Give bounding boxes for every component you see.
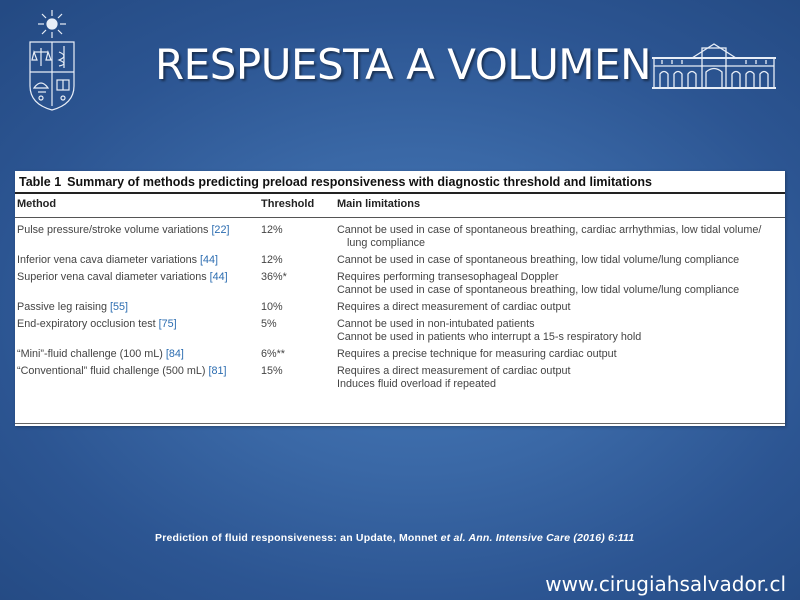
limitation-line: Cannot be used in case of spontaneous breathing, low tidal volume/lung compliance xyxy=(337,284,740,296)
table-row xyxy=(15,363,785,393)
method-name: End-expiratory occlusion test xyxy=(17,318,156,330)
limitation-line: Cannot be used in non-intubated patients xyxy=(337,318,535,330)
table-row xyxy=(15,252,785,269)
cell-limitations xyxy=(335,269,785,299)
cell-threshold: 10% xyxy=(261,301,283,313)
cell-threshold: 6%** xyxy=(261,348,286,360)
method-name: Superior vena caval diameter variations xyxy=(17,271,207,283)
table-header-row xyxy=(15,194,785,218)
citation-prefix: Prediction of fluid responsiveness: an Update, Monnet xyxy=(155,532,441,544)
table-bottom-rule xyxy=(15,423,785,424)
table-row xyxy=(15,346,785,363)
limitation-line: lung compliance xyxy=(347,237,426,249)
cell-method xyxy=(15,269,259,299)
slide-title: RESPUESTA A VOLUMEN xyxy=(155,40,651,89)
table-row xyxy=(15,316,785,346)
cell-threshold: 12% xyxy=(261,224,283,236)
source-citation xyxy=(155,532,634,544)
citation-etal: et al. Ann. Intensive Care (2016) 6:111 xyxy=(440,532,635,544)
cell-limitations xyxy=(335,316,785,346)
table-row xyxy=(15,299,785,316)
footer-url: www.cirugiahsalvador.cl xyxy=(545,572,786,596)
table-row xyxy=(15,269,785,299)
header-threshold: Threshold xyxy=(259,194,335,218)
method-name: Pulse pressure/stroke volume variations xyxy=(17,224,209,236)
header-limitations: Main limitations xyxy=(335,194,785,218)
cell-method xyxy=(15,316,259,346)
table-caption-text: Summary of methods predicting preload responsiveness with diagnostic threshold and limitations xyxy=(67,175,652,189)
method-name: “Conventional” fluid challenge (500 mL) xyxy=(17,365,206,377)
limitation-line: Cannot be used in case of spontaneous breathing, cardiac arrhythmias, low tidal volume/ xyxy=(337,224,762,236)
method-name: Passive leg raising xyxy=(17,301,108,313)
cell-limitations xyxy=(335,363,785,393)
table-number: Table 1 xyxy=(19,175,62,189)
university-crest-icon xyxy=(24,8,80,112)
summary-table-panel xyxy=(15,171,785,426)
cell-threshold: 5% xyxy=(261,318,277,330)
table-body xyxy=(15,218,785,394)
cell-threshold: 12% xyxy=(261,254,283,266)
cell-method xyxy=(15,218,259,253)
reference-link[interactable]: [44] xyxy=(209,271,228,283)
method-name: “Mini”-fluid challenge (100 mL) xyxy=(17,348,163,360)
cell-limitations xyxy=(335,299,785,316)
limitation-line: Requires a precise technique for measuring cardiac output xyxy=(337,348,617,360)
limitation-line: Cannot be used in case of spontaneous breathing, low tidal volume/lung compliance xyxy=(337,254,740,266)
cell-limitations xyxy=(335,346,785,363)
limitation-line: Requires a direct measurement of cardiac output xyxy=(337,365,571,377)
cell-method xyxy=(15,346,259,363)
cell-method xyxy=(15,299,259,316)
summary-table xyxy=(15,194,785,393)
cell-threshold: 15% xyxy=(261,365,283,377)
limitation-line: Cannot be used in patients who interrupt a 15-s respiratory hold xyxy=(337,331,642,343)
limitation-line: Requires a direct measurement of cardiac output xyxy=(337,301,571,313)
cell-limitations xyxy=(335,218,785,253)
reference-link[interactable]: [81] xyxy=(208,365,227,377)
building-facade-icon xyxy=(652,40,776,90)
header-method: Method xyxy=(15,194,259,218)
reference-link[interactable]: [75] xyxy=(158,318,177,330)
reference-link[interactable]: [44] xyxy=(200,254,219,266)
limitation-line: Requires performing transesophageal Doppler xyxy=(337,271,559,283)
cell-limitations xyxy=(335,252,785,269)
table-caption xyxy=(15,175,785,194)
method-name: Inferior vena cava diameter variations xyxy=(17,254,198,266)
reference-link[interactable]: [55] xyxy=(110,301,129,313)
cell-method xyxy=(15,363,259,393)
reference-link[interactable]: [22] xyxy=(211,224,230,236)
cell-method xyxy=(15,252,259,269)
table-row xyxy=(15,218,785,253)
cell-threshold: 36%* xyxy=(261,271,287,283)
limitation-line: Induces fluid overload if repeated xyxy=(337,378,497,390)
reference-link[interactable]: [84] xyxy=(165,348,184,360)
